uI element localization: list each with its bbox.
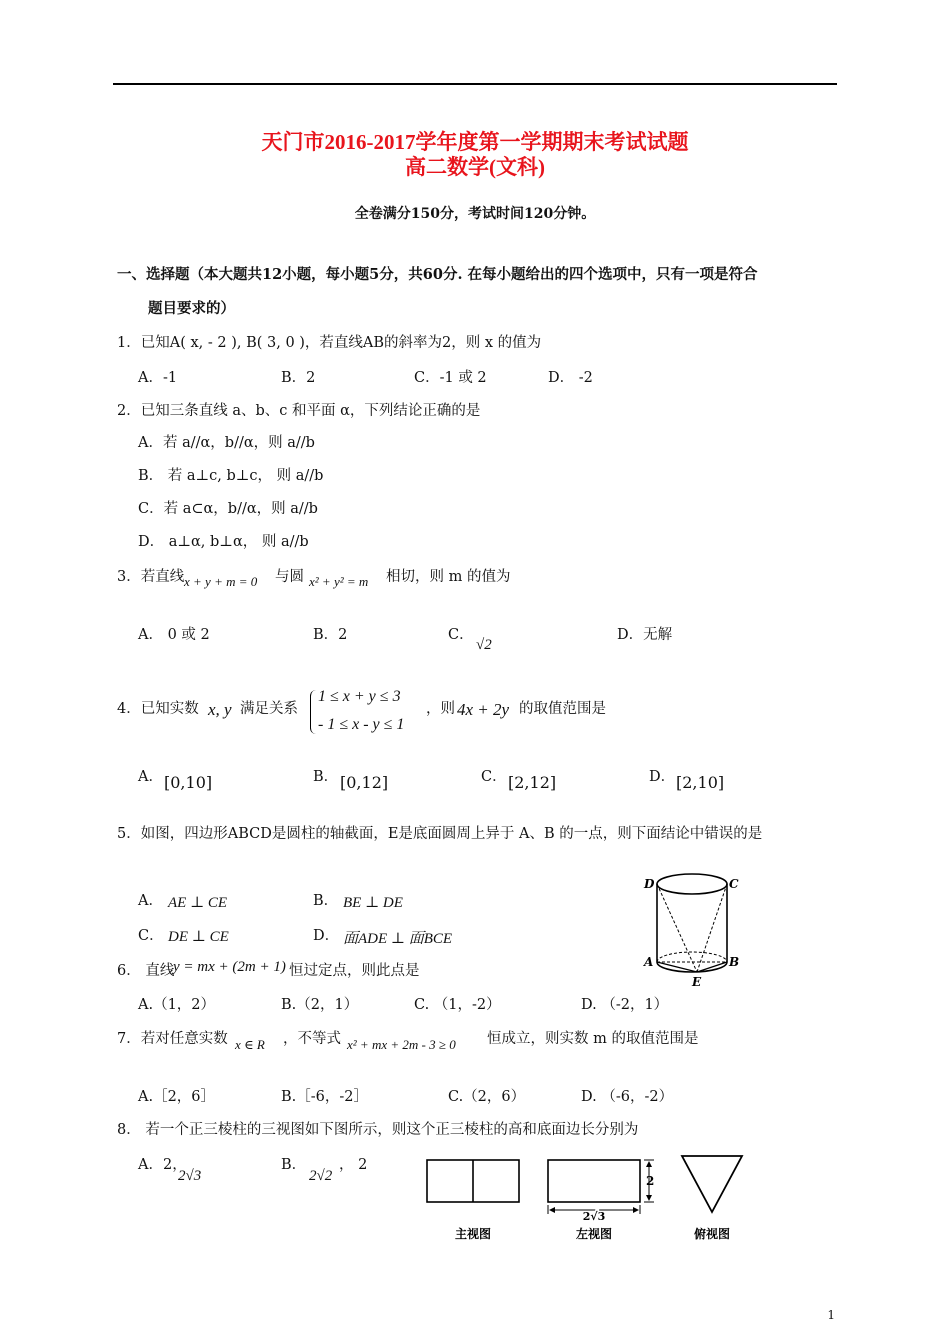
q4-variables: x, y bbox=[208, 700, 232, 719]
q1-option-b: B．2 bbox=[281, 370, 316, 386]
question-1-stem: 1．已知A( x, - 2 ), B( 3, 0 )，若直线AB的斜率为2，则 x 的值为 bbox=[117, 335, 542, 351]
label-c: C bbox=[729, 877, 739, 891]
segment-de bbox=[657, 884, 697, 972]
q4-option-d-value: [2,10] bbox=[676, 773, 725, 792]
height-dimension-label: 2 bbox=[646, 1174, 655, 1188]
q5-option-d-label: D． bbox=[313, 928, 340, 944]
question-3-stem-a: 3．若直线 bbox=[117, 569, 185, 585]
question-4-stem-a: 4．已知实数 bbox=[117, 701, 199, 717]
q3-circle-equation: x² + y² = m bbox=[309, 574, 369, 589]
q5-option-b-value: BE ⊥ DE bbox=[343, 895, 403, 911]
q3-option-c-label: C． bbox=[448, 627, 474, 643]
q4-option-c-label: C． bbox=[481, 769, 507, 785]
page-title: 天门市2016-2017学年度第一学期期末考试试题 bbox=[261, 130, 689, 154]
q5-option-c-label: C． bbox=[138, 928, 164, 944]
q8-option-a-value: 2√3 bbox=[178, 1168, 202, 1184]
height-arrow-top bbox=[646, 1161, 652, 1167]
top-view-label: 俯视图 bbox=[693, 1227, 731, 1241]
q6-option-d: D. （-2，1） bbox=[581, 997, 669, 1013]
q4-option-a-label: A． bbox=[138, 769, 163, 785]
front-view-label: 主视图 bbox=[454, 1227, 492, 1241]
q3-option-c-value: √2 bbox=[476, 637, 492, 653]
q4-expression: 4x + 2y bbox=[457, 700, 510, 719]
top-view-triangle bbox=[682, 1156, 742, 1212]
page-subtitle-course: 高二数学(文科) bbox=[405, 155, 545, 179]
height-arrow-bottom bbox=[646, 1195, 652, 1201]
q1-option-d: D． -2 bbox=[548, 370, 593, 386]
section-heading: 一、选择题（本大题共12小题，每小题5分，共60分. 在每小题给出的四个选项中，只有一项是符合 bbox=[117, 266, 758, 283]
question-3-stem-c: 相切，则 m 的值为 bbox=[386, 569, 511, 585]
q4-option-c-value: [2,12] bbox=[508, 773, 557, 792]
q5-option-a-label: A． bbox=[138, 893, 163, 909]
label-d: D bbox=[644, 877, 655, 891]
q2-option-b: B． 若 a⊥c, b⊥c， 则 a//b bbox=[138, 468, 324, 484]
q7-option-a: A.［2，6］ bbox=[138, 1089, 216, 1105]
q7-option-b: B.［-6，-2］ bbox=[281, 1089, 369, 1105]
q3-option-b: B．2 bbox=[313, 627, 348, 643]
q5-option-a-value: AE ⊥ CE bbox=[168, 895, 228, 911]
q3-line-equation: x + y + m = 0 bbox=[184, 574, 258, 589]
question-5-stem: 5．如图，四边形ABCD是圆柱的轴截面，E是底面圆周上异于 A、B 的一点，则下面结论中错误的是 bbox=[117, 826, 763, 842]
exam-info: 全卷满分150分，考试时间120分钟。 bbox=[354, 206, 596, 222]
q6-option-b: B.（2，1） bbox=[281, 997, 359, 1013]
q4-inequality-2: - 1 ≤ x - y ≤ 1 bbox=[318, 716, 405, 733]
width-arrow-left bbox=[549, 1207, 555, 1213]
question-7-stem-b: ，不等式 bbox=[283, 1031, 341, 1047]
q4-option-d-label: D． bbox=[649, 769, 676, 785]
page-number: 1 bbox=[827, 1308, 835, 1322]
question-4-stem-d: 的取值范围是 bbox=[519, 701, 606, 717]
q3-option-d: D．无解 bbox=[617, 627, 673, 643]
question-2-stem: 2．已知三条直线 a、b、c 和平面 α，下列结论正确的是 bbox=[117, 403, 481, 419]
q2-option-a: A．若 a//α，b//α，则 a//b bbox=[138, 435, 315, 451]
q1-option-c: C．-1 或 2 bbox=[414, 370, 487, 386]
q8-option-b-tail: ， 2 bbox=[339, 1157, 368, 1173]
q4-option-b-label: B． bbox=[313, 769, 339, 785]
cylinder-figure bbox=[640, 868, 745, 990]
q5-option-d-value: 面ADE ⊥ 面BCE bbox=[343, 931, 453, 947]
question-7-stem-a: 7．若对任意实数 bbox=[117, 1031, 228, 1047]
question-4-stem-b: 满足关系 bbox=[240, 701, 298, 717]
side-view-label: 左视图 bbox=[575, 1227, 613, 1241]
question-6-stem-b: 恒过定点，则此点是 bbox=[289, 963, 420, 979]
q6-option-a: A.（1，2） bbox=[138, 997, 216, 1013]
q8-option-b-value: 2√2 bbox=[309, 1168, 333, 1184]
question-7-stem-c: 恒成立，则实数 m 的取值范围是 bbox=[487, 1031, 699, 1047]
q5-option-c-value: DE ⊥ CE bbox=[168, 929, 229, 945]
three-views-figure bbox=[420, 1150, 760, 1250]
q8-option-a-label: A．2， bbox=[138, 1157, 187, 1173]
q3-option-a: A． 0 或 2 bbox=[138, 627, 210, 643]
q4-option-a-value: [0,10] bbox=[164, 773, 213, 792]
side-view-rect bbox=[548, 1160, 640, 1202]
question-6-stem-a: 6． 直线 bbox=[117, 963, 175, 979]
q5-option-b-label: B． bbox=[313, 893, 339, 909]
width-arrow-right bbox=[633, 1207, 639, 1213]
q2-option-c: C．若 a⊂α，b//α，则 a//b bbox=[138, 501, 318, 517]
header-rule bbox=[113, 83, 837, 85]
label-a: A bbox=[644, 955, 654, 969]
q7-option-c: C.（2，6） bbox=[448, 1089, 526, 1105]
label-b: B bbox=[729, 955, 740, 969]
q2-option-d: D． a⊥α, b⊥α， 则 a//b bbox=[138, 534, 309, 550]
question-4-stem-c: ，则 bbox=[426, 701, 455, 717]
q6-option-c: C. （1，-2） bbox=[414, 997, 501, 1013]
q7-inequality: x² + mx + 2m - 3 ≥ 0 bbox=[347, 1037, 456, 1052]
segment-ce bbox=[697, 884, 727, 972]
q4-option-b-value: [0,12] bbox=[340, 773, 389, 792]
q1-option-a: A．-1 bbox=[138, 370, 178, 386]
cylinder-bottom-back bbox=[657, 952, 727, 962]
q4-inequality-1: 1 ≤ x + y ≤ 3 bbox=[318, 688, 401, 705]
q7-option-d: D. （-6，-2） bbox=[581, 1089, 674, 1105]
question-8-stem: 8． 若一个正三棱柱的三视图如下图所示，则这个正三棱柱的高和底面边长分别为 bbox=[117, 1122, 639, 1138]
q7-condition: x ∈ R bbox=[235, 1037, 265, 1052]
section-heading-cont: 题目要求的） bbox=[148, 300, 235, 317]
q8-option-b-label: B． bbox=[281, 1157, 307, 1173]
cylinder-top-ellipse bbox=[657, 874, 727, 894]
question-3-stem-b: 与圆 bbox=[275, 569, 304, 585]
width-dimension-label: 2√3 bbox=[582, 1210, 606, 1223]
label-e: E bbox=[692, 975, 702, 989]
q6-line-equation: y = mx + (2m + 1) bbox=[173, 959, 286, 975]
